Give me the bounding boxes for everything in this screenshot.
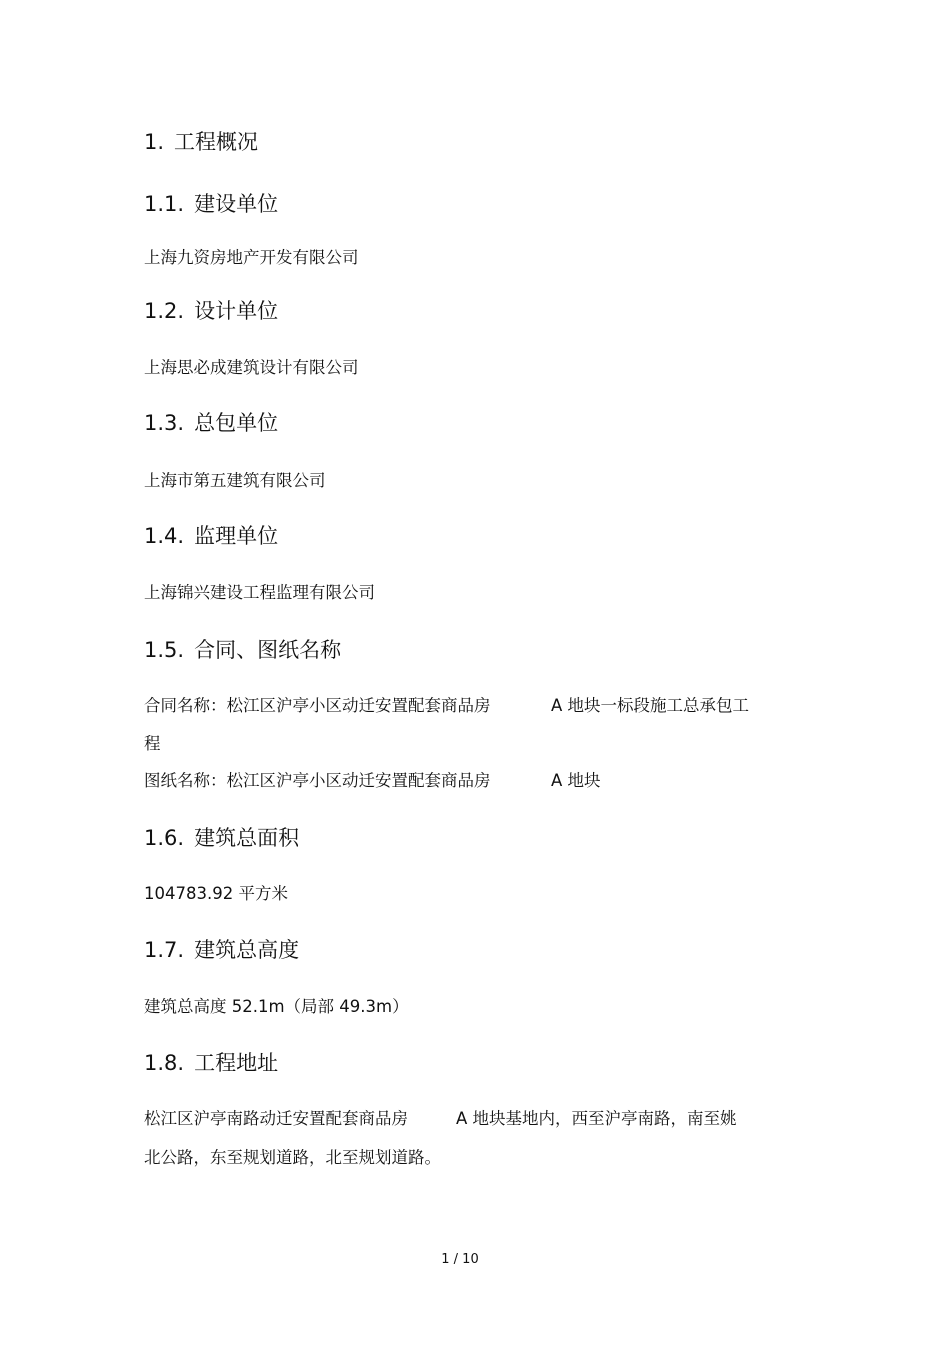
section-title: 工程概况: [174, 130, 259, 154]
section-heading-1: [144, 128, 258, 156]
section-heading-1-6: [144, 824, 299, 852]
section-body-1-1: 上海九资房地产开发有限公司: [144, 248, 359, 267]
address-line-2: 北公路，东至规划道路，北至规划道路。: [144, 1148, 441, 1167]
drawing-name-line-b: A 地块: [551, 771, 601, 790]
section-body-1-6: 104783.92 平方米: [144, 884, 288, 903]
section-heading-1-2: [144, 297, 278, 325]
contract-name-line-2: 程: [144, 734, 161, 753]
section-number: 1.2.: [144, 299, 185, 323]
section-number: 1.7.: [144, 938, 185, 962]
section-title: 合同、图纸名称: [194, 638, 342, 662]
contract-name-line-1b: A 地块一标段施工总承包工: [551, 696, 750, 715]
section-number: 1.3.: [144, 411, 185, 435]
section-heading-1-3: [144, 409, 278, 437]
section-title: 建筑总面积: [194, 826, 300, 850]
section-title: 总包单位: [194, 411, 279, 435]
section-title: 监理单位: [194, 524, 279, 548]
section-heading-1-8: [144, 1049, 278, 1077]
section-number: 1.6.: [144, 826, 185, 850]
section-heading-1-5: [144, 636, 341, 664]
address-line-1b: A 地块基地内，西至沪亭南路，南至姚: [456, 1109, 737, 1128]
section-title: 建筑总高度: [194, 938, 300, 962]
section-heading-1-7: [144, 936, 299, 964]
section-number: 1.4.: [144, 524, 185, 548]
section-heading-1-1: [144, 190, 278, 218]
section-number: 1.: [144, 130, 165, 154]
page-number: 1 / 10: [441, 1252, 479, 1267]
section-heading-1-4: [144, 522, 278, 550]
section-title: 工程地址: [194, 1051, 279, 1075]
section-title: 设计单位: [194, 299, 279, 323]
section-body-1-4: 上海锦兴建设工程监理有限公司: [144, 583, 375, 602]
contract-name-line-1: 合同名称：松江区沪亭小区动迁安置配套商品房: [144, 696, 491, 715]
section-body-1-7: 建筑总高度 52.1m（局部 49.3m）: [144, 997, 409, 1016]
section-body-1-3: 上海市第五建筑有限公司: [144, 471, 326, 490]
section-title: 建设单位: [194, 192, 279, 216]
section-number: 1.1.: [144, 192, 185, 216]
drawing-name-line: 图纸名称：松江区沪亭小区动迁安置配套商品房: [144, 771, 491, 790]
section-number: 1.5.: [144, 638, 185, 662]
section-body-1-2: 上海思必成建筑设计有限公司: [144, 358, 359, 377]
section-number: 1.8.: [144, 1051, 185, 1075]
address-line-1a: 松江区沪亭南路动迁安置配套商品房: [144, 1109, 408, 1128]
